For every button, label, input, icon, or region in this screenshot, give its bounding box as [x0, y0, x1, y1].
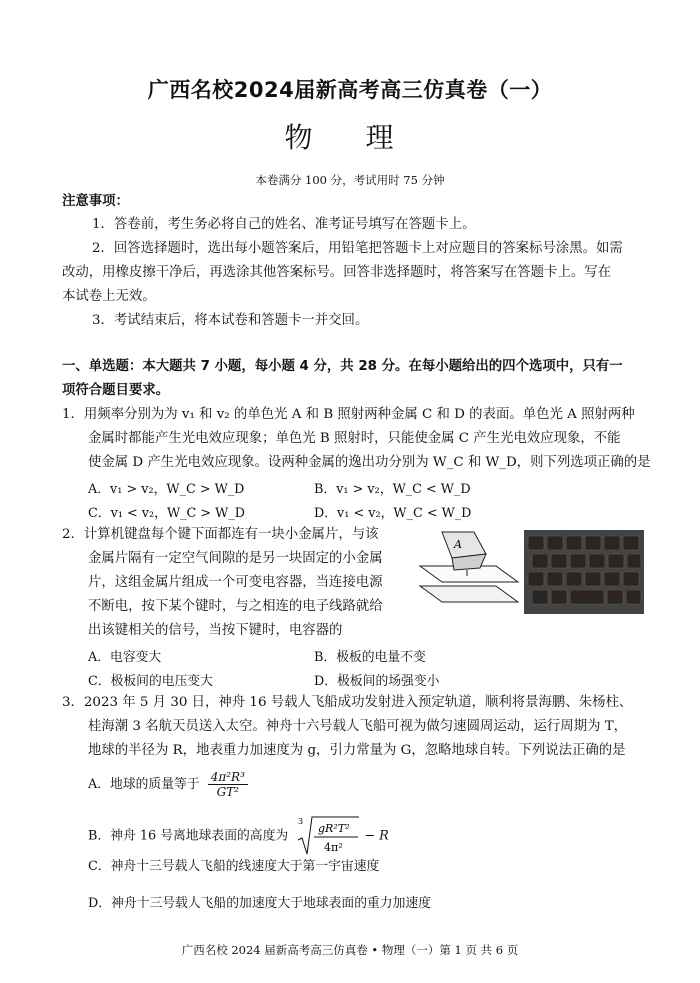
q1-option-c: C．v₁ < v₂，W_C > W_D [88, 506, 245, 521]
q1-line-3: 使金属 D 产生光电效应现象。设两种金属的逸出功分别为 W_C 和 W_D，则下列选项正确的是 [88, 455, 651, 470]
section-heading-line-1: 一、单选题：本大题共 7 小题，每小题 4 分，共 28 分。在每小题给出的四个选项中，只有一 [62, 359, 623, 374]
q3-option-b-text: B．神舟 16 号离地球表面的高度为 [88, 828, 289, 844]
q3-option-a-denominator: GT² [216, 785, 239, 799]
page-footer: 广西名校 2024 届新高考高三仿真卷 • 物理（一）第 1 页 共 6 页 [181, 943, 519, 957]
notice-item-2-line-2: 改动，用橡皮擦干净后，再选涂其他答案标号。回答非选择题时，将答案写在答题卡上。写在 [62, 265, 612, 280]
q3-option-b [88, 814, 389, 858]
q1-line-2: 金属时都能产生光电效应现象；单色光 B 照射时，只能使金属 C 产生光电效应现象，不能 [88, 431, 621, 446]
q2-option-d: D．极板间的场强变小 [314, 674, 440, 689]
root-index: 3 [298, 817, 304, 826]
q3-option-a-numerator: 4π²R³ [208, 770, 248, 785]
q3-line-3: 地球的半径为 R，地表重力加速度为 g，引力常量为 G，忽略地球自转。下列说法正确的是 [88, 743, 626, 758]
q3-option-c: C．神舟十三号载人飞船的线速度大于第一宇宙速度 [88, 859, 380, 874]
keyboard-photo [524, 530, 644, 614]
q3-option-b-cube-root [296, 814, 360, 858]
q3-option-a-fraction [208, 770, 248, 799]
radical-sign [296, 814, 360, 858]
notice-item-1: 1．答卷前，考生务必将自己的姓名、准考证号填写在答题卡上。 [92, 217, 476, 232]
q1-option-d: D．v₁ < v₂，W_C < W_D [314, 506, 472, 521]
q2-line-4: 不断电，按下某个键时，与之相连的电子线路就给 [88, 599, 383, 614]
q2-line-2: 金属片隔有一定空气间隙的是另一块固定的小金属 [88, 551, 383, 566]
notice-item-2-line-1: 2．回答选择题时，选出每小题答案后，用铅笔把答题卡上对应题目的答案标号涂黑。如需 [92, 241, 623, 256]
notice-item-2-line-3: 本试卷上无效。 [62, 289, 156, 304]
exam-info: 本卷满分 100 分，考试用时 75 分钟 [255, 173, 445, 187]
page-title: 广西名校2024届新高考高三仿真卷（一） [147, 78, 553, 102]
notice-item-3: 3．考试结束后，将本试卷和答题卡一并交回。 [92, 313, 369, 328]
q3-option-a [88, 770, 248, 799]
q2-option-b: B．极板的电量不变 [314, 650, 426, 665]
capacitor-key-diagram [412, 524, 524, 616]
q1-line-1: 1．用频率分别为为 v₁ 和 v₂ 的单色光 A 和 B 照射两种金属 C 和 D 的表面。单色光 A 照射两种 [62, 407, 635, 422]
q3-line-2: 桂海潮 3 名航天员送入太空。神舟十六号载人飞船可视为做匀速圆周运动，运行周期为 T， [88, 719, 628, 734]
q2-line-3: 片，这组金属片组成一个可变电容器，当连接电源 [88, 575, 383, 590]
q2-line-5: 出该键相关的信号，当按下键时，电容器的 [88, 623, 343, 638]
q3-option-b-denominator: 4π² [324, 841, 343, 854]
q2-line-1: 2．计算机键盘每个键下面都连有一块小金属片，与该 [62, 527, 379, 542]
section-heading-line-2: 项符合题目要求。 [62, 383, 170, 398]
q1-option-a: A．v₁ > v₂，W_C > W_D [88, 482, 245, 497]
q2-option-a: A．电容变大 [88, 650, 162, 665]
q3-option-a-text: A．地球的质量等于 [88, 777, 200, 792]
q1-option-b: B．v₁ > v₂，W_C < W_D [314, 482, 471, 497]
notice-heading: 注意事项： [62, 194, 129, 209]
q3-line-1: 3．2023 年 5 月 30 日，神舟 16 号载人飞船成功发射进入预定轨道，顺利将景海鹏、朱杨柱、 [62, 695, 633, 710]
q2-option-c: C．极板间的电压变大 [88, 674, 213, 689]
q3-option-b-numerator: gR²T² [318, 822, 350, 835]
q3-option-d: D．神舟十三号载人飞船的加速度大于地球表面的重力加速度 [88, 896, 431, 911]
subject-heading: 物 理 [284, 121, 416, 154]
q3-option-b-tail: − R [364, 828, 389, 844]
figure-label-a: A [454, 538, 462, 551]
